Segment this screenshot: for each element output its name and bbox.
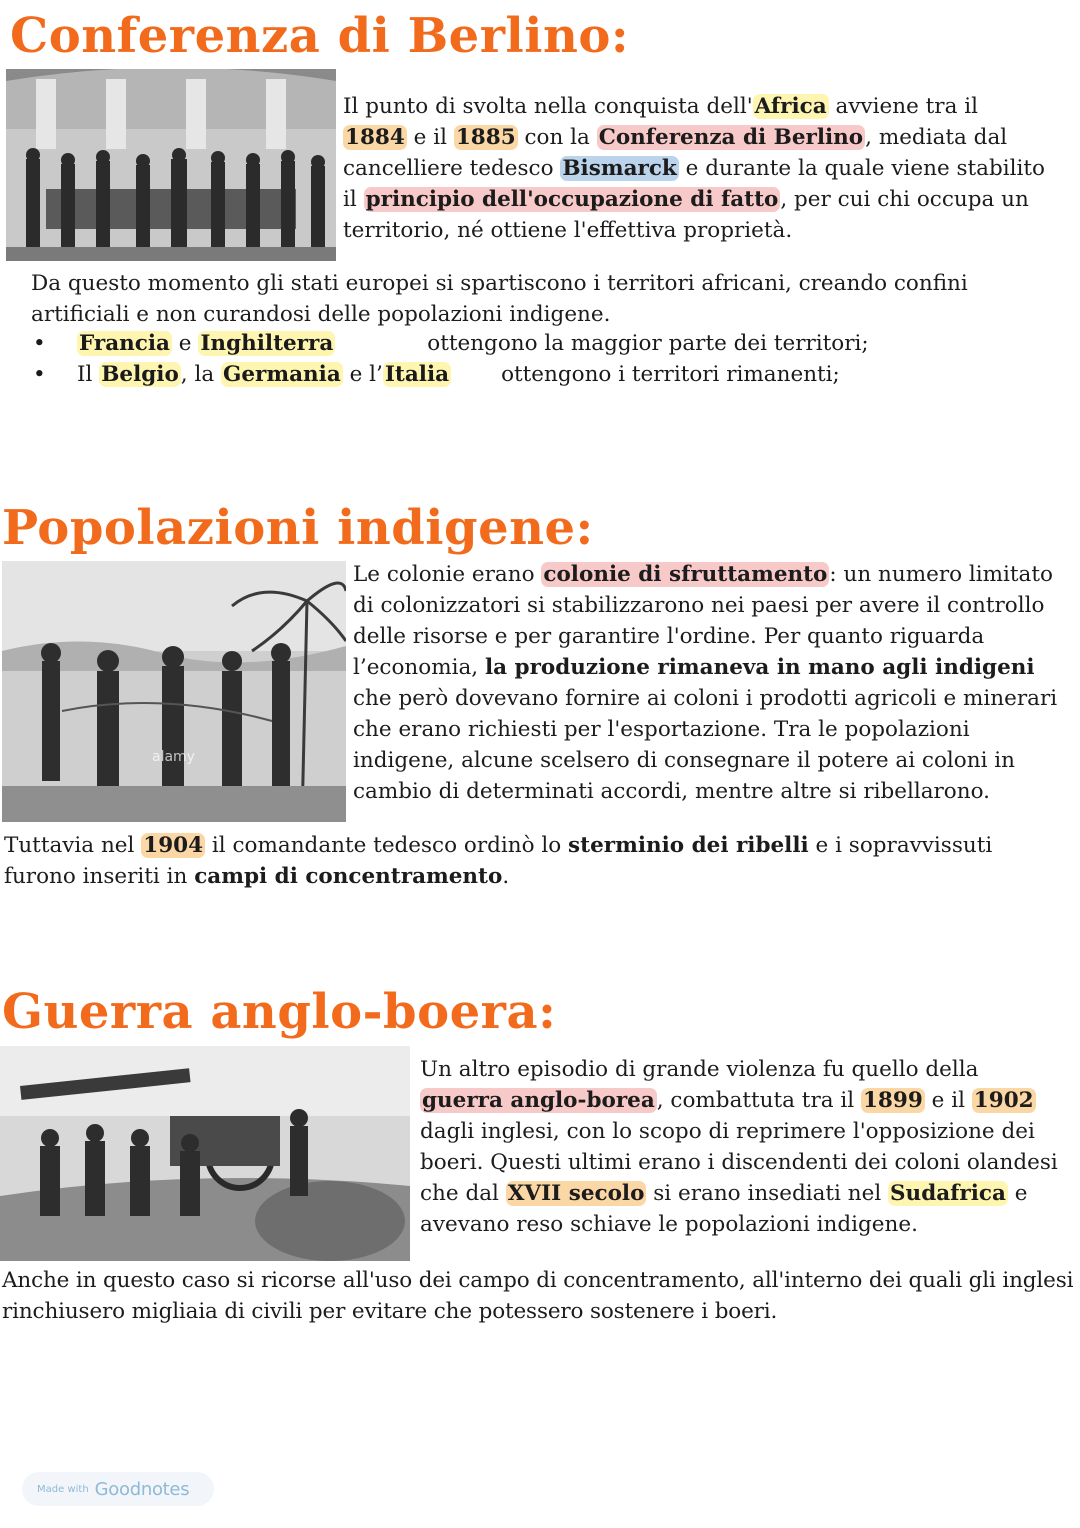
section-title-berlino: Conferenza di Berlino:: [10, 8, 630, 64]
berlin-paragraph-2: Da questo momento gli stati europei si spartiscono i territori africani, creando confini artificiali e non curandosi delle popolazioni indigene.: [31, 271, 968, 327]
term-principio: principio dell'occupazione di fatto: [365, 187, 779, 212]
term-sterminio: sterminio dei ribelli: [568, 833, 809, 858]
goodnotes-logo: Goodnotes: [94, 1478, 190, 1500]
indigene-paragraph-2: Tuttavia nel 1904 il comandante tedesco ordinò lo sterminio dei ribelli e i sopravvissuti furono inseriti in campi di concentramento.: [4, 833, 993, 889]
year-1885: 1885: [455, 125, 516, 150]
term-produzione: la produzione rimaneva in mano agli indigeni: [484, 655, 1035, 680]
term-conferenza: Conferenza di Berlino: [598, 125, 864, 150]
boer-war-photo: [0, 1046, 410, 1261]
alamy-watermark: alamy: [152, 749, 195, 765]
term-bismarck: Bismarck: [562, 156, 677, 181]
indigene-paragraph: Le colonie erano colonie di sfruttamento: un numero limitato di colonizzatori si stabilizzarono nei paesi per avere il controllo delle risorse e per garantire l'ordine. Per quanto riguarda l’economia, la produzione rimaneva in mano agli indigeni che però dovevano fornire ai coloni i prodotti agricoli e minerari che erano richiesti per l'esportazione. Tra le popolazioni indigene, alcune scelsero di consegnare il potere ai coloni in cambio di determinati accordi, mentre altre si ribellarono.: [353, 562, 1058, 804]
boera-paragraph: Un altro episodio di grande violenza fu quello della guerra anglo-borea, combattuta tra il 1899 e il 1902 dagli inglesi, con lo scopo di reprimere l'opposizione dei boeri. Questi ultimi erano i discendenti dei coloni olandesi che dal XVII secolo si erano insediati nel Sudafrica e avevano reso schiave le popolazioni indigene.: [420, 1057, 1058, 1237]
year-1902: 1902: [973, 1088, 1034, 1113]
berlin-paragraph: Il punto di svolta nella conquista dell'Africa avviene tra il 1884 e il 1885 con la Conferenza di Berlino, mediata dal cancelliere tedesco Bismarck e durante la quale viene stabilito il principio dell'occupazione di fatto, per cui chi occupa un territorio, né ottiene l'effettiva proprietà.: [343, 94, 1045, 243]
term-colonie: colonie di sfruttamento: [543, 562, 828, 587]
berlin-conference-engraving: [6, 69, 336, 261]
term-africa: Africa: [754, 94, 827, 119]
term-xvii-secolo: XVII secolo: [507, 1181, 645, 1206]
year-1904: 1904: [143, 833, 204, 858]
section-title-boera: Guerra anglo-boera:: [2, 984, 557, 1040]
year-1899: 1899: [862, 1088, 923, 1113]
year-1884: 1884: [345, 125, 405, 150]
section-title-indigene: Popolazioni indigene:: [2, 500, 594, 556]
boera-paragraph-2: Anche in questo caso si ricorse all'uso dei campo di concentramento, all'interno dei quali gli inglesi rinchiusero migliaia di civili per evitare che potessero sostenere i boeri.: [2, 1268, 1074, 1324]
goodnotes-badge: [22, 1472, 214, 1506]
list-item: • Il Belgio, la Germania e l’Italia ottengono i territori rimanenti;: [31, 359, 869, 390]
badge-made-with: Made with: [37, 1483, 89, 1495]
term-campi: campi di concentramento: [194, 864, 503, 889]
term-sudafrica: Sudafrica: [890, 1181, 1006, 1206]
indigenous-engraving: [2, 561, 346, 822]
term-guerra: guerra anglo-borea: [422, 1088, 655, 1113]
berlin-bullet-list: [31, 328, 869, 390]
list-item: • Francia e Inghilterra ottengono la maggior parte dei territori;: [31, 328, 869, 359]
